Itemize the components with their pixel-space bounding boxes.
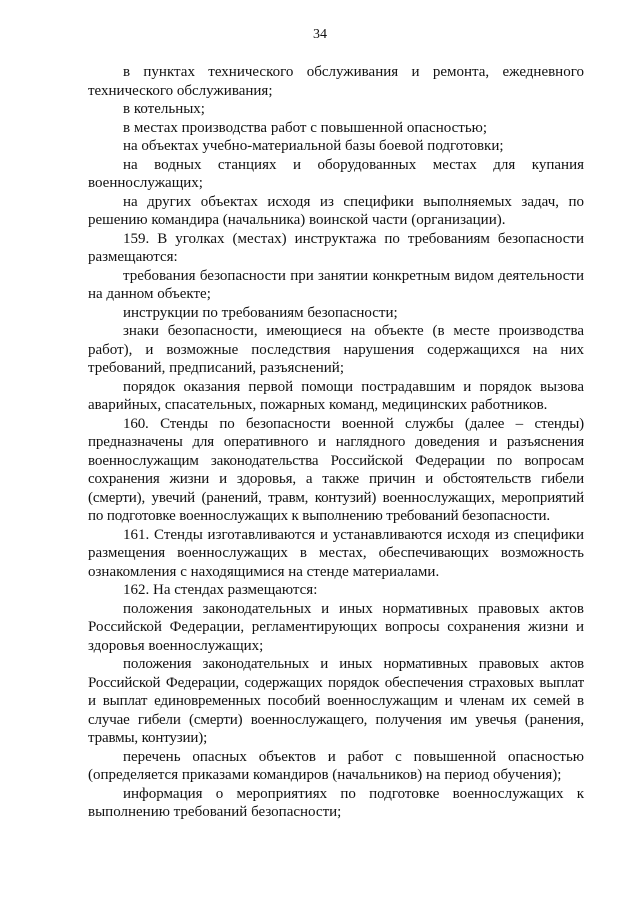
paragraph: на объектах учебно-материальной базы боевой подготовки; — [123, 138, 504, 154]
section-paragraph-160: 160. Стенды по безопасности военной службы (далее – стенды) предназначены для оперативного и наглядного доведения и разъяснения военнослужащим законодательства Российской Федерации по вопросам сохранения жизни и здоровья, а также причин и обстоятельств гибели (смерти), увечий (ранений, травм, контузий) военнослужащих, мероприятий по подготовке военнослужащих к выполнению требований безопасности. — [88, 415, 584, 524]
paragraph: в местах производства работ с повышенной опасностью; — [123, 119, 488, 136]
paragraph: знаки безопасности, имеющиеся на объекте (в месте производства работ), и возможные последствия нарушения содержащихся на них требований, предписаний, разъяснений; — [88, 323, 584, 376]
paragraph: на других объектах исходя из специфики выполняемых задач, по решению командира (начальника) воинской части (организации). — [88, 193, 584, 228]
paragraph: порядок оказания первой помощи пострадавшим и порядок вызова аварийных, спасательных, пожарных команд, медицинских работников. — [88, 378, 584, 413]
paragraph: в котельных; — [123, 101, 205, 117]
paragraph: инструкции по требованиям безопасности; — [123, 304, 398, 321]
paragraph: перечень опасных объектов и работ с повышенной опасностью (определяется приказами командиров (начальников) на период обучения); — [88, 748, 584, 783]
document-body — [88, 63, 584, 822]
paragraph: в пунктах технического обслуживания и ремонта, ежедневного технического обслуживания; — [88, 64, 584, 99]
section-paragraph-162: 162. На стендах размещаются: — [123, 582, 318, 598]
paragraph: на водных станциях и оборудованных местах для купания военнослужащих; — [88, 156, 584, 191]
paragraph: требования безопасности при занятии конкретным видом деятельности на данном объекте; — [88, 267, 584, 302]
page-number: 34 — [313, 27, 327, 42]
section-paragraph-161: 161. Стенды изготавливаются и устанавливаются исходя из специфики размещения военнослужащих в местах, обеспечивающих возможность ознакомления с находящимися на стенде материалами. — [88, 526, 584, 580]
paragraph: информация о мероприятиях по подготовке военнослужащих к выполнению требований безопасности; — [88, 785, 584, 820]
section-paragraph-159: 159. В уголках (местах) инструктажа по требованиям безопасности размещаются: — [88, 230, 584, 265]
paragraph: положения законодательных и иных нормативных правовых актов Российской Федерации, регламентирующих вопросы сохранения жизни и здоровья военнослужащих; — [88, 600, 584, 654]
paragraph: положения законодательных и иных нормативных правовых актов Российской Федерации, содержащих порядок обеспечения страховых выплат и выплат единовременных пособий военнослужащим и членам их семей в случае гибели (смерти) военнослужащего, получения им увечья (ранения, травмы, контузии); — [88, 656, 584, 746]
